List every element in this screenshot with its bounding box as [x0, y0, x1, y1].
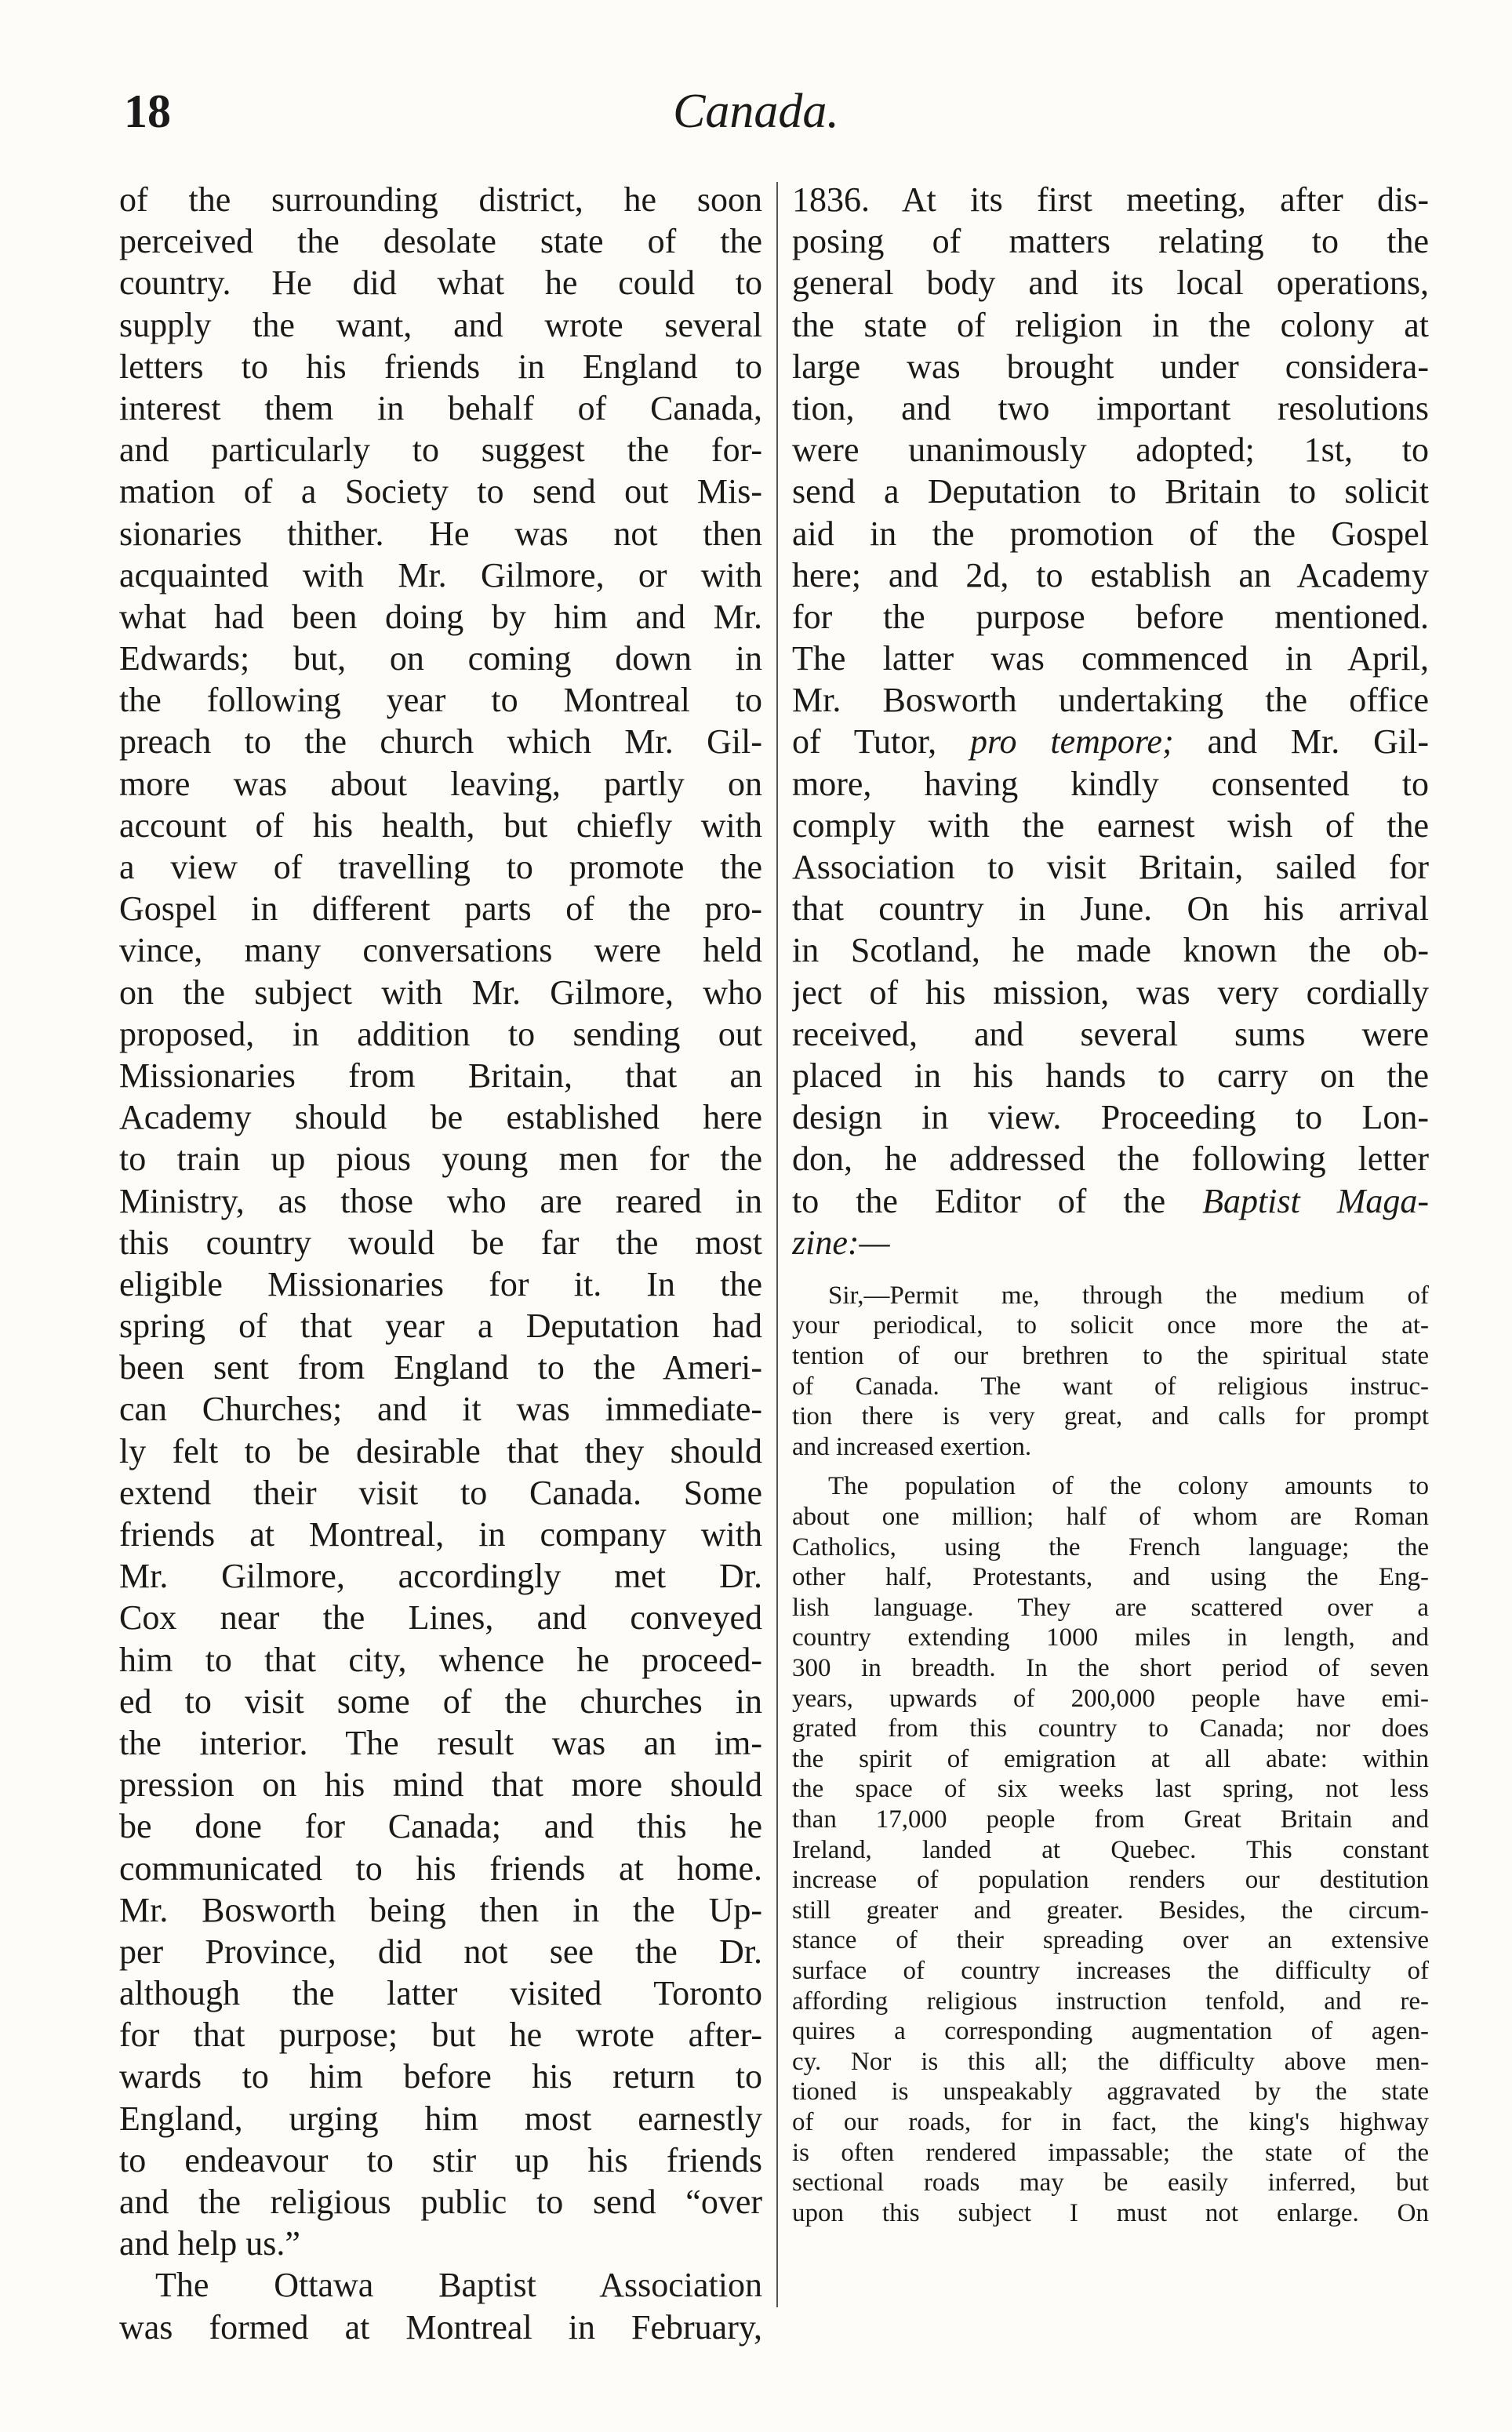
text-line: the following year to Montreal to — [119, 681, 762, 720]
letter-line: affording religious instruction tenfold, and re- — [792, 1987, 1429, 2016]
text-line: the state of religion in the colony at — [792, 305, 1429, 344]
text-line: been sent from England to the Ameri- — [119, 1348, 762, 1387]
text-line: the interior. The result was an im- — [119, 1723, 762, 1762]
text-line: Mr. Bosworth undertaking the office — [792, 681, 1429, 720]
page-header — [0, 80, 1512, 143]
text-line: received, and several sums were — [792, 1014, 1429, 1053]
text-line: communicated to his friends at home. — [119, 1849, 762, 1888]
italic-phrase: pro tempore; — [970, 722, 1174, 762]
text-line: on the subject with Mr. Gilmore, who — [119, 972, 762, 1012]
text-line: Association to visit Britain, sailed for — [792, 848, 1429, 886]
text-line: acquainted with Mr. Gilmore, or with — [119, 555, 762, 594]
text-line: Edwards; but, on coming down in — [119, 639, 762, 678]
letter-line: increase of population renders our destitution — [792, 1866, 1429, 1895]
letter-line: your periodical, to solicit once more the at- — [792, 1311, 1429, 1340]
text-line: preach to the church which Mr. Gil- — [119, 722, 762, 762]
letter-line: lish language. They are scattered over a — [792, 1593, 1429, 1622]
text-line: to train up pious young men for the — [119, 1140, 762, 1179]
text-line: a view of travelling to promote the — [119, 848, 762, 886]
letter-line: grated from this country to Canada; nor does — [792, 1714, 1429, 1743]
spacer — [792, 1263, 1429, 1281]
letter-line: the spirit of emigration at all abate: within — [792, 1744, 1429, 1773]
text-line: large was brought under considera- — [792, 347, 1429, 386]
text-line: proposed, in addition to sending out — [119, 1014, 762, 1053]
text-line: tion, and two important resolutions — [792, 388, 1429, 427]
text-line: comply with the earnest wish of the — [792, 805, 1429, 845]
letter-line: quires a corresponding augmentation of agen- — [792, 2017, 1429, 2046]
text-line: design in view. Proceeding to Lon- — [792, 1098, 1429, 1137]
text-line: account of his health, but chiefly with — [119, 805, 762, 845]
text-line: ed to visit some of the churches in — [119, 1681, 762, 1721]
text-line: placed in his hands to carry on the — [792, 1056, 1429, 1095]
letter-line: of Canada. The want of religious instruc- — [792, 1372, 1429, 1401]
text-line: Mr. Gilmore, accordingly met Dr. — [119, 1557, 762, 1596]
letter-line: Catholics, using the French language; the — [792, 1532, 1429, 1561]
text-line: that country in June. On his arrival — [792, 889, 1429, 929]
text-line: be done for Canada; and this he — [119, 1807, 762, 1846]
text-line: for that purpose; but he wrote after- — [119, 2016, 762, 2055]
letter-line: the space of six weeks last spring, not less — [792, 1775, 1429, 1804]
text-line: was formed at Montreal in February, — [119, 2307, 762, 2347]
right-column — [792, 179, 1429, 2228]
text-line: vince, many conversations were held — [119, 931, 762, 970]
letter-line: The population of the colony amounts to — [828, 1472, 1429, 1501]
text-line: friends at Montreal, in company with — [119, 1515, 762, 1554]
letter-line: sectional roads may be easily inferred, but — [792, 2168, 1429, 2198]
text-line: posing of matters relating to the — [792, 222, 1429, 261]
italic-phrase: Baptist Maga- — [1202, 1181, 1429, 1220]
text-segment: and Mr. Gil- — [1173, 722, 1429, 762]
letter-line: stance of their spreading over an extensive — [792, 1926, 1429, 1955]
column-divider — [776, 182, 778, 2307]
letter-line: upon this subject I must not enlarge. On — [792, 2198, 1429, 2227]
text-line: Ministry, as those who are reared in — [119, 1181, 762, 1220]
text-line: more, having kindly consented to — [792, 764, 1429, 803]
letter-line: tion there is very great, and calls for prompt — [792, 1402, 1429, 1431]
letter-line: about one million; half of whom are Roman — [792, 1503, 1429, 1532]
text-line: Mr. Bosworth being then in the Up- — [119, 1890, 762, 1929]
text-line: extend their visit to Canada. Some — [119, 1473, 762, 1512]
text-line: eligible Missionaries for it. In the — [119, 1264, 762, 1303]
text-line: letters to his friends in England to — [119, 347, 762, 386]
letter-line: than 17,000 people from Great Britain and — [792, 1805, 1429, 1834]
letter-line: cy. Nor is this all; the difficulty above men- — [792, 2047, 1429, 2076]
text-line: perceived the desolate state of the — [119, 222, 762, 261]
text-segment: to the Editor of the — [792, 1181, 1203, 1220]
text-line: pression on his mind that more should — [119, 1765, 762, 1805]
spacer — [792, 1462, 1429, 1471]
text-line: supply the want, and wrote several — [119, 305, 762, 344]
letter-extract — [792, 1281, 1429, 2228]
letter-line: country extending 1000 miles in length, and — [792, 1623, 1429, 1652]
text-line: wards to him before his return to — [119, 2057, 762, 2096]
text-line: more was about leaving, partly on — [119, 764, 762, 803]
text-line: The latter was commenced in April, — [792, 639, 1429, 678]
letter-line: tention of our brethren to the spiritual state — [792, 1342, 1429, 1371]
text-line: spring of that year a Deputation had — [119, 1307, 762, 1346]
text-line: were unanimously adopted; 1st, to — [792, 431, 1429, 470]
text-line: him to that city, whence he proceed- — [119, 1640, 762, 1679]
text-line: and particularly to suggest the for- — [119, 431, 762, 470]
text-line: of the surrounding district, he soon — [119, 180, 762, 219]
text-line: mation of a Society to send out Mis- — [119, 472, 762, 511]
letter-line: Sir,—Permit me, through the medium of — [828, 1281, 1429, 1310]
letter-line: other half, Protestants, and using the Eng- — [792, 1563, 1429, 1592]
text-line: and the religious public to send “over — [119, 2183, 762, 2221]
letter-line: Ireland, landed at Quebec. This constant — [792, 1835, 1429, 1864]
letter-line: of our roads, for in fact, the king's highway — [792, 2107, 1429, 2136]
text-line: don, he addressed the following letter — [792, 1140, 1429, 1179]
text-line: send a Deputation to Britain to solicit — [792, 472, 1429, 511]
text-line: to endeavour to stir up his friends — [119, 2140, 762, 2179]
text-line: ly felt to be desirable that they should — [119, 1431, 762, 1470]
text-line: Missionaries from Britain, that an — [119, 1056, 762, 1095]
text-line: what had been doing by him and Mr. — [119, 597, 762, 636]
text-line: here; and 2d, to establish an Academy — [792, 555, 1429, 594]
text-line: Academy should be established here — [119, 1098, 762, 1137]
text-line: per Province, did not see the Dr. — [119, 1932, 762, 1971]
text-line: 1836. At its first meeting, after dis- — [792, 180, 1429, 219]
letter-line: tioned is unspeakably aggravated by the state — [792, 2078, 1429, 2107]
left-column — [119, 179, 762, 2348]
text-line: can Churches; and it was immediate- — [119, 1390, 762, 1429]
letter-line: 300 in breadth. In the short period of seven — [792, 1654, 1429, 1682]
text-line: although the latter visited Toronto — [119, 1974, 762, 2013]
text-line: Cox near the Lines, and conveyed — [119, 1598, 762, 1638]
text-line: for the purpose before mentioned. — [792, 597, 1429, 636]
text-line: country. He did what he could to — [119, 264, 762, 303]
text-line — [792, 721, 1429, 762]
page-number: 18 — [124, 85, 171, 137]
running-head: Canada. — [673, 85, 839, 138]
text-line: The Ottawa Baptist Association — [155, 2266, 762, 2305]
letter-line: surface of country increases the difficulty of — [792, 1956, 1429, 1985]
text-line — [792, 1180, 1429, 1222]
italic-phrase: zine:— — [792, 1223, 890, 1262]
text-line: interest them in behalf of Canada, — [119, 388, 762, 427]
text-line — [792, 1222, 1429, 1263]
text-line: and help us.” — [119, 2224, 300, 2263]
letter-line: still greater and greater. Besides, the circum- — [792, 1896, 1429, 1925]
text-line: this country would be far the most — [119, 1223, 762, 1262]
text-line: ject of his mission, was very cordially — [792, 972, 1429, 1012]
text-line: aid in the promotion of the Gospel — [792, 514, 1429, 553]
text-segment: of Tutor, — [792, 722, 971, 762]
letter-line: and increased exertion. — [792, 1432, 1032, 1461]
text-line: England, urging him most earnestly — [119, 2099, 762, 2138]
letter-line: is often rendered impassable; the state of the — [792, 2138, 1429, 2167]
text-line: in Scotland, he made known the ob- — [792, 931, 1429, 970]
text-line: sionaries thither. He was not then — [119, 514, 762, 553]
text-line: general body and its local operations, — [792, 264, 1429, 303]
letter-line: years, upwards of 200,000 people have emi- — [792, 1684, 1429, 1713]
text-line: Gospel in different parts of the pro- — [119, 889, 762, 929]
